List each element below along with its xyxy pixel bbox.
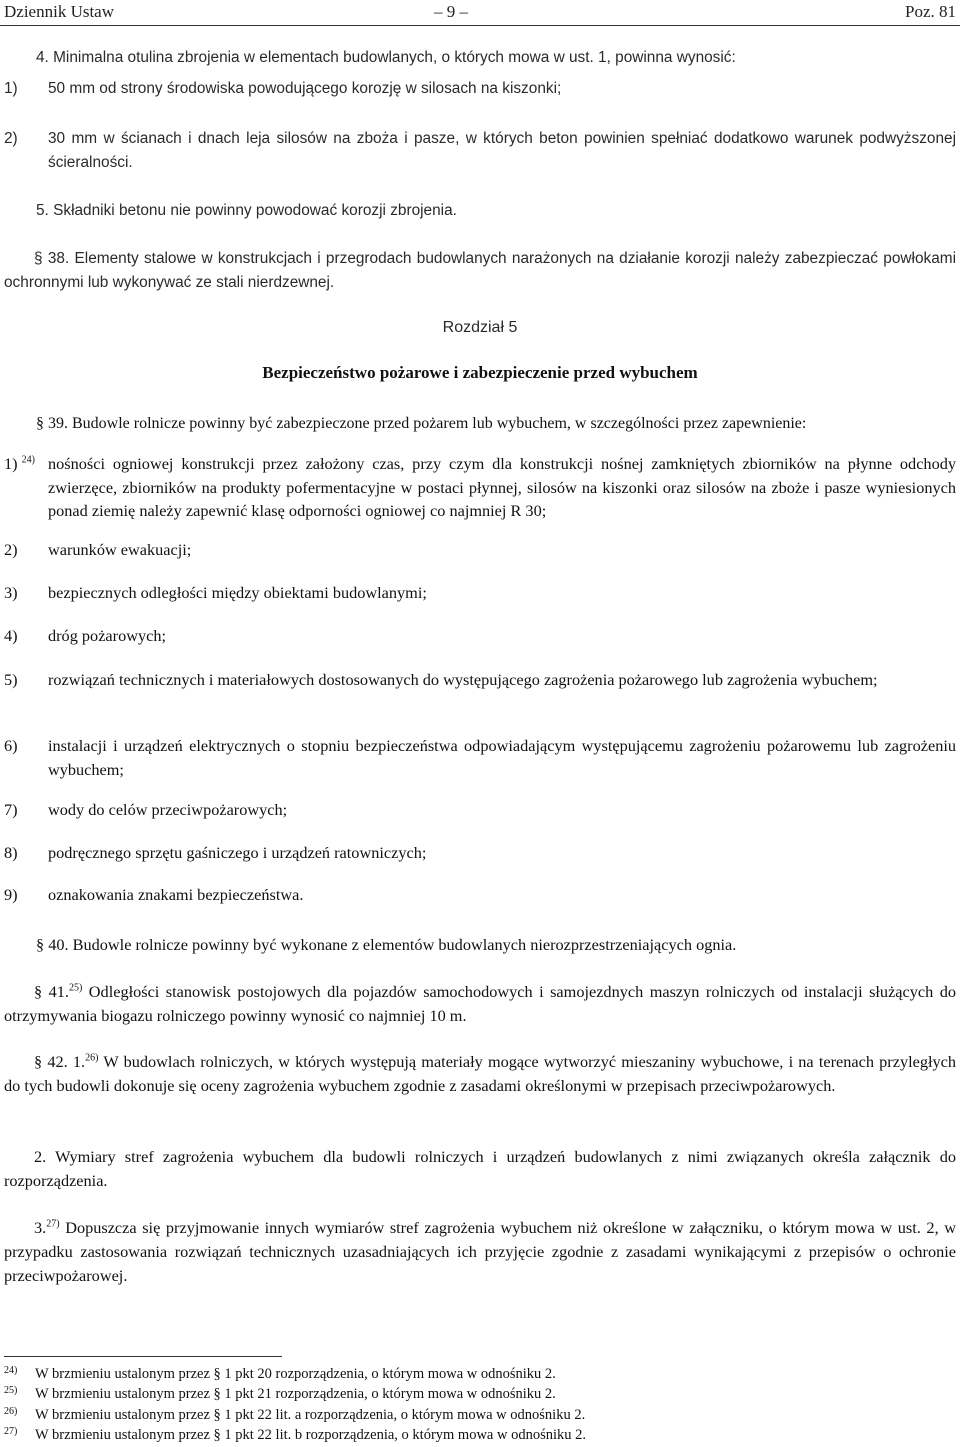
footnote-ref: 24) (21, 454, 35, 466)
footnote-rule (4, 1356, 282, 1357)
list-item-number: 9) (4, 885, 18, 904)
paragraph-4-intro: 4. Minimalna otulina zbrojenia w elementach budowlanych, o których mowa w ust. 1, powinna wynosić: (36, 49, 736, 66)
journal-name: Dziennik Ustaw (4, 2, 115, 21)
list-item-text: 30 mm w ścianach i dnach leja silosów na zboża i pasze, w których beton powinien spełniać dodatkowo warunek podwyższonej ścieralności. (48, 130, 956, 171)
footnote-text: W brzmieniu ustalonym przez § 1 pkt 20 rozporządzenia, o którym mowa w odnośniku 2. (35, 1366, 556, 1382)
paragraph-text: Dopuszcza się przyjmowanie innych wymiarów stref zagrożenia wybuchem niż określone w załączniku, o którym mowa w ust. 2, w przypadku zastosowania rozwiązań technicznych uzasadniających ich przyjęcie zgodnie z zasadami wynikającymi z przepisów o ochronie przeciwpożarowej. (4, 1218, 957, 1285)
footnote-text: W brzmieniu ustalonym przez § 1 pkt 22 lit. a rozporządzenia, o którym mowa w odnośniku 2. (35, 1407, 586, 1423)
footnote-ref: 26) (85, 1052, 99, 1064)
footnote-ref: 27) (46, 1218, 60, 1230)
footnote-number: 27) (4, 1426, 18, 1437)
list-item-text: dróg pożarowych; (48, 626, 166, 645)
footnote-number: 24) (4, 1365, 18, 1376)
footnote-number: 26) (4, 1406, 18, 1417)
list-item-number: 3) (4, 583, 18, 602)
list-item-number: 2) (4, 540, 18, 559)
list-item-number: 2) (4, 130, 18, 147)
list-item-text: warunków ewakuacji; (48, 540, 192, 559)
list-item-text: bezpiecznych odległości między obiektami budowlanymi; (48, 583, 427, 602)
list-item-text: 50 mm od strony środowiska powodującego korozję w silosach na kiszonki; (48, 80, 562, 97)
section-42-lead: § 42. 1. (34, 1052, 86, 1071)
section-39-intro: § 39. Budowle rolnicze powinny być zabezpieczone przed pożarem lub wybuchem, w szczególności przez zapewnienie: (36, 415, 807, 432)
list-item-number: 1) (4, 80, 18, 97)
section-40: § 40. Budowle rolnicze powinny być wykonane z elementów budowlanych nierozprzestrzeniających ognia. (36, 935, 737, 954)
list-item-text: rozwiązań technicznych i materiałowych dostosowanych do występującego zagrożenia pożarowego lub zagrożenia wybuchem; (48, 670, 878, 689)
list-item-number: 4) (4, 626, 18, 645)
chapter-title: Bezpieczeństwo pożarowe i zabezpieczenie przed wybuchem (262, 363, 698, 382)
footnote-text: W brzmieniu ustalonym przez § 1 pkt 21 rozporządzenia, o którym mowa w odnośniku 2. (35, 1386, 556, 1402)
section-42-paragraph-2: 2. Wymiary stref zagrożenia wybuchem dla budowli rolniczych i urządzeń budowlanych z nimi związanych określa załącznik do rozporządzenia. (4, 1147, 956, 1190)
section-41 (4, 980, 956, 1027)
list-item-text: nośności ogniowej konstrukcji przez założony czas, przy czym dla konstrukcji nośnej zamkniętych zbiorników na płynne odchody zwierzęce, zbiorników na produkty pofermentacyjne w postaci płynnej, silosów na kiszonki oraz silosów na zboże i pasze wyniesionych ponad ziemię należy zapewnić klasę odporności ogniowej co najmniej R 30; (48, 454, 956, 520)
section-42-paragraph-1 (4, 1050, 956, 1098)
list-item-text: instalacji i urządzeń elektrycznych o stopniu bezpieczeństwa odpowiadającym występującemu zagrożeniu pożarowemu lub zagrożeniu wybuchem; (48, 736, 956, 779)
list-item-number: 5) (4, 670, 18, 689)
paragraph-lead: 3. (34, 1218, 47, 1237)
list-item-text: podręcznego sprzętu gaśniczego i urządzeń ratowniczych; (48, 843, 427, 862)
list-item-text: oznakowania znakami bezpieczeństwa. (48, 885, 304, 904)
position-number: Poz. 81 (905, 2, 956, 21)
footnote-ref: 25) (68, 982, 83, 994)
section-42-paragraph-3 (4, 1216, 956, 1288)
page-header (4, 2, 956, 24)
section-41-lead: § 41. (34, 982, 69, 1001)
section-41-text: Odległości stanowisk postojowych dla pojazdów samochodowych i samojezdnych maszyn rolniczych od instalacji służących do otrzymywania biogazu rolniczego powinny wynosić co najmniej 10 m. (4, 982, 957, 1025)
list-item-number: 1) (4, 454, 18, 473)
footnote-text: W brzmieniu ustalonym przez § 1 pkt 22 lit. b rozporządzenia, o którym mowa w odnośniku 2. (35, 1427, 587, 1443)
list-item-number: 8) (4, 843, 18, 862)
paragraph-5: 5. Składniki betonu nie powinny powodować korozji zbrojenia. (36, 202, 457, 219)
page-number: – 9 – (434, 2, 468, 21)
header-rule (0, 25, 960, 26)
chapter-number: Rozdział 5 (442, 319, 518, 336)
section-38: § 38. Elementy stalowe w konstrukcjach i przegrodach budowlanych narażonych na działanie korozji należy zabezpieczać powłokami ochronnymi lub wykonywać ze stali nierdzewnej. (4, 250, 956, 291)
list-item-text: wody do celów przeciwpożarowych; (48, 800, 288, 819)
list-item-number: 6) (4, 736, 18, 755)
list-item-number: 7) (4, 800, 18, 819)
footnote-number: 25) (4, 1385, 18, 1396)
section-42-text: W budowlach rolniczych, w których występują materiały mogące wytworzyć mieszaniny wybuchowe, i na terenach przyległych do tych budowli dokonuje się oceny zagrożenia wybuchem zgodnie z zasadami określonymi w przepisach przeciwpożarowych. (4, 1052, 957, 1095)
